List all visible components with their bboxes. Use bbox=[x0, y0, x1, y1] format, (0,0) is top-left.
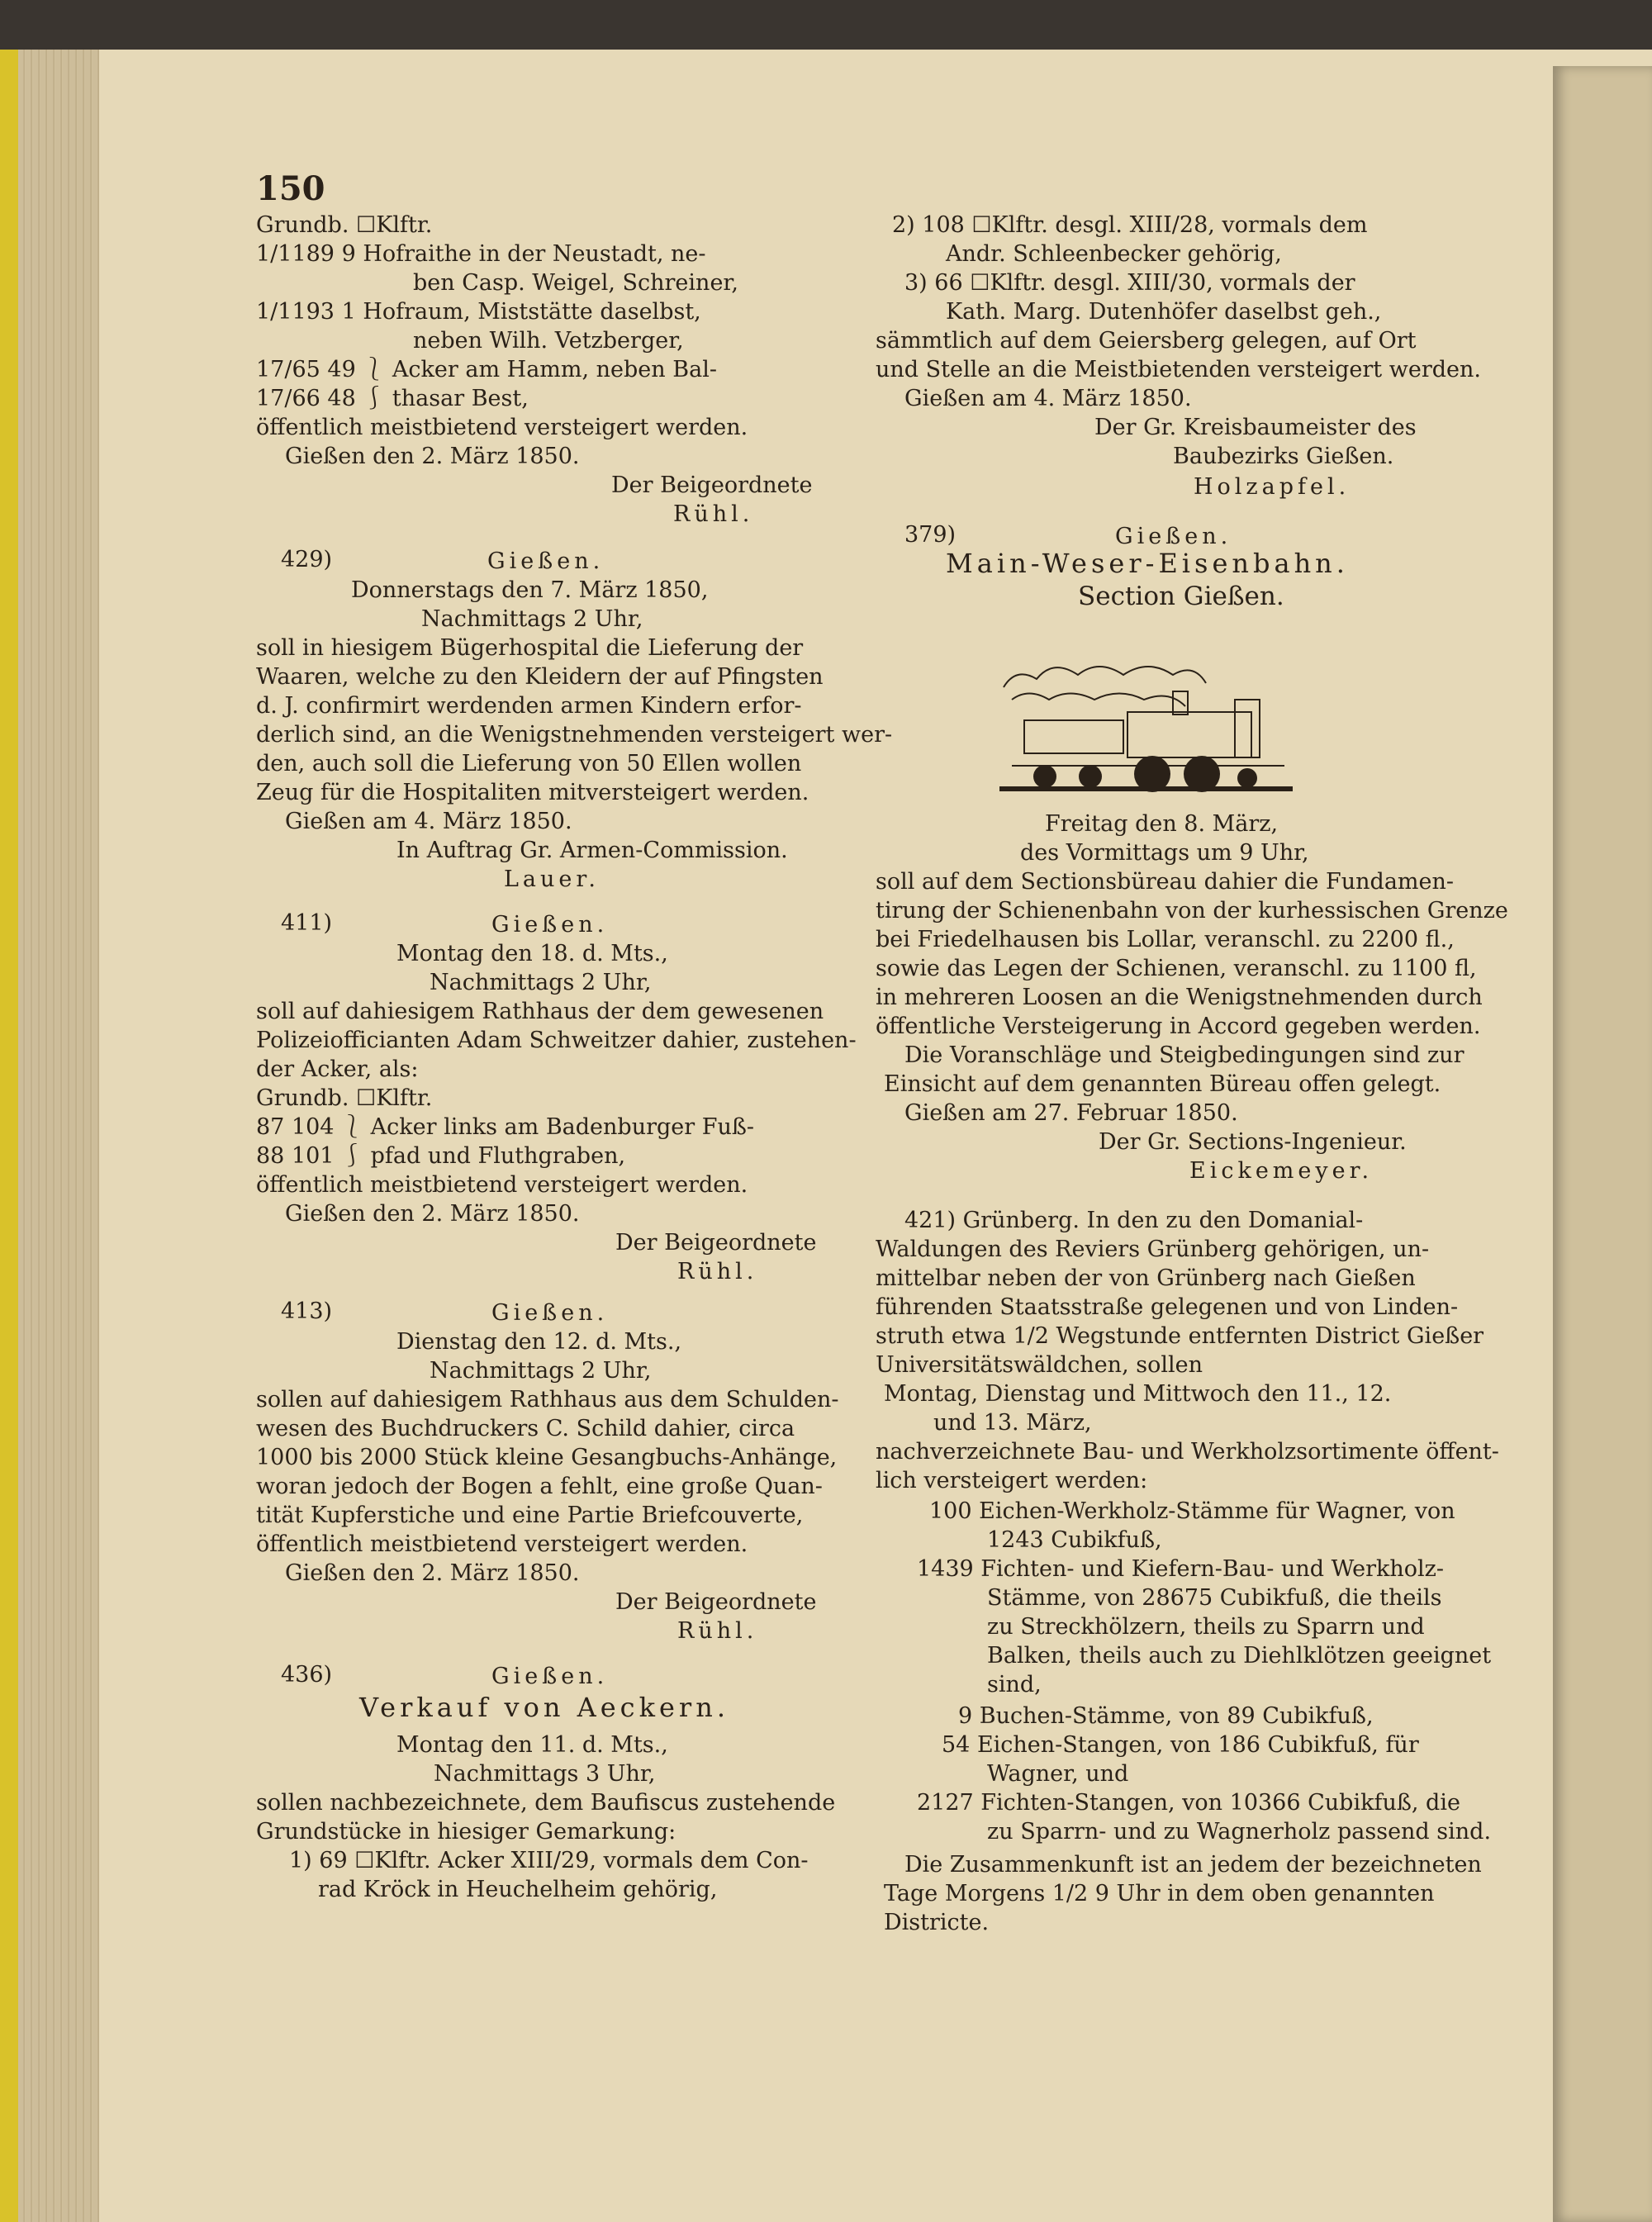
left-line: 411) bbox=[281, 910, 333, 936]
right-line: Kath. Marg. Dutenhöfer daselbst geh., bbox=[946, 299, 1382, 325]
right-line: Stämme, von 28675 Cubikfuß, die theils bbox=[987, 1585, 1442, 1611]
left-line: Montag den 11. d. Mts., bbox=[396, 1732, 668, 1758]
left-line: Gießen am 4. März 1850. bbox=[285, 809, 572, 834]
left-line: Rühl. bbox=[677, 1259, 758, 1284]
left-line: 413) bbox=[281, 1299, 333, 1324]
right-line: 54 Eichen-Stangen, von 186 Cubikfuß, für bbox=[942, 1732, 1419, 1758]
right-line: 100 Eichen-Werkholz-Stämme für Wagner, von bbox=[929, 1498, 1455, 1524]
left-line: soll in hiesigem Bügerhospital die Lieferung der bbox=[256, 635, 804, 661]
left-line: Lauer. bbox=[504, 866, 600, 892]
locomotive-illustration bbox=[995, 654, 1301, 799]
right-line: und 13. März, bbox=[933, 1410, 1092, 1436]
book-edge bbox=[0, 50, 18, 2222]
right-line: lich versteigert werden: bbox=[876, 1468, 1148, 1493]
right-line: 379) bbox=[904, 522, 957, 548]
left-line: öffentlich meistbietend versteigert werden. bbox=[256, 1172, 748, 1198]
left-line: Nachmittags 2 Uhr, bbox=[421, 606, 643, 632]
left-line: sollen nachbezeichnete, dem Baufiscus zustehende bbox=[256, 1790, 836, 1816]
right-line: 9 Buchen-Stämme, von 89 Cubikfuß, bbox=[958, 1703, 1374, 1729]
left-line: neben Wilh. Vetzberger, bbox=[413, 328, 684, 354]
right-line: Der Gr. Kreisbaumeister des bbox=[1094, 415, 1417, 440]
right-line: Holzapfel. bbox=[1194, 474, 1351, 500]
left-line: wesen des Buchdruckers C. Schild dahier, circa bbox=[256, 1416, 795, 1441]
right-line: 1243 Cubikfuß, bbox=[987, 1527, 1162, 1553]
left-line: Zeug für die Hospitaliten mitversteigert werden. bbox=[256, 780, 809, 805]
left-line: Gießen. bbox=[491, 1664, 609, 1689]
right-line: Gießen am 27. Februar 1850. bbox=[904, 1100, 1238, 1126]
right-line: 2) 108 ☐Klftr. desgl. XIII/28, vormals dem bbox=[892, 212, 1368, 238]
right-line: sind, bbox=[987, 1672, 1042, 1697]
right-line: 421) Grünberg. In den zu den Domanial- bbox=[904, 1208, 1364, 1233]
left-line: Gießen den 2. März 1850. bbox=[285, 1201, 580, 1227]
left-line: Grundb. ☐Klftr. bbox=[256, 1085, 433, 1111]
left-line: Dienstag den 12. d. Mts., bbox=[396, 1329, 682, 1355]
right-line: Eickemeyer. bbox=[1189, 1158, 1374, 1184]
right-line: soll auf dem Sectionsbüreau dahier die Fundamen- bbox=[876, 869, 1455, 895]
left-line: Gießen. bbox=[487, 548, 605, 574]
left-line: 1/1189 9 Hofraithe in der Neustadt, ne- bbox=[256, 241, 706, 267]
right-line: Der Gr. Sections-Ingenieur. bbox=[1099, 1129, 1407, 1155]
left-line: Nachmittags 3 Uhr, bbox=[434, 1761, 656, 1787]
left-line: Gießen den 2. März 1850. bbox=[285, 1560, 580, 1586]
left-line: Verkauf von Aeckern. bbox=[359, 1692, 729, 1723]
left-line: Grundstücke in hiesiger Gemarkung: bbox=[256, 1819, 676, 1845]
left-line: Der Beigeordnete bbox=[611, 472, 813, 498]
right-line: nachverzeichnete Bau- und Werkholzsortimente öffent- bbox=[876, 1439, 1499, 1465]
left-line: tität Kupferstiche und eine Partie Briefcouverte, bbox=[256, 1503, 804, 1528]
left-line: Donnerstags den 7. März 1850, bbox=[351, 577, 709, 603]
right-line: in mehreren Loosen an die Wenigstnehmenden durch bbox=[876, 985, 1483, 1010]
facing-page-edge bbox=[1553, 66, 1652, 2222]
left-line: sollen auf dahiesigem Rathhaus aus dem Schulden- bbox=[256, 1387, 839, 1412]
right-line: Main-Weser-Eisenbahn. bbox=[946, 548, 1349, 579]
right-line: öffentliche Versteigerung in Accord gegeben werden. bbox=[876, 1014, 1481, 1039]
left-line: 88 101 ⎰ pfad und Fluthgraben, bbox=[256, 1143, 626, 1169]
right-line: Montag, Dienstag und Mittwoch den 11., 12. bbox=[884, 1381, 1392, 1407]
left-line: d. J. confirmirt werdenden armen Kindern erfor- bbox=[256, 693, 802, 719]
right-line: Balken, theils auch zu Diehlklötzen geeignet bbox=[987, 1643, 1492, 1669]
left-line: Nachmittags 2 Uhr, bbox=[430, 970, 652, 995]
right-line: sämmtlich auf dem Geiersberg gelegen, auf Ort bbox=[876, 328, 1417, 354]
left-line: 17/65 49 ⎱ Acker am Hamm, neben Bal- bbox=[256, 357, 717, 382]
right-line: Tage Morgens 1/2 9 Uhr in dem oben genannten bbox=[884, 1881, 1435, 1906]
left-line: 17/66 48 ⎰ thasar Best, bbox=[256, 386, 529, 411]
page-number: 150 bbox=[256, 169, 325, 208]
left-line: Montag den 18. d. Mts., bbox=[396, 941, 668, 966]
left-line: soll auf dahiesigem Rathhaus der dem gewesenen bbox=[256, 999, 824, 1024]
right-line: mittelbar neben der von Grünberg nach Gießen bbox=[876, 1265, 1416, 1291]
right-line: Section Gießen. bbox=[1078, 582, 1284, 611]
left-line: rad Kröck in Heuchelheim gehörig, bbox=[318, 1877, 718, 1902]
right-line: Districte. bbox=[884, 1910, 990, 1935]
left-line: Nachmittags 2 Uhr, bbox=[430, 1358, 652, 1384]
right-line: Gießen am 4. März 1850. bbox=[904, 386, 1192, 411]
left-line: Gießen. bbox=[491, 1300, 609, 1326]
left-line: ben Casp. Weigel, Schreiner, bbox=[413, 270, 738, 296]
left-line: öffentlich meistbietend versteigert werden. bbox=[256, 1531, 748, 1557]
left-line: woran jedoch der Bogen a fehlt, eine große Quan- bbox=[256, 1474, 823, 1499]
right-line: 3) 66 ☐Klftr. desgl. XIII/30, vormals der bbox=[904, 270, 1355, 296]
right-line: Baubezirks Gießen. bbox=[1173, 444, 1394, 469]
right-line: sowie das Legen der Schienen, veranschl. zu 1100 fl, bbox=[876, 956, 1477, 981]
right-line: Andr. Schleenbecker gehörig, bbox=[946, 241, 1282, 267]
left-line: Der Beigeordnete bbox=[615, 1230, 817, 1256]
right-line: Wagner, und bbox=[987, 1761, 1129, 1787]
right-line: führenden Staatsstraße gelegenen und von Linden- bbox=[876, 1294, 1459, 1320]
left-line: 1/1193 1 Hofraum, Miststätte daselbst, bbox=[256, 299, 701, 325]
right-line: 1439 Fichten- und Kiefern-Bau- und Werkholz- bbox=[917, 1556, 1445, 1582]
left-line: Waaren, welche zu den Kleidern der auf Pfingsten bbox=[256, 664, 824, 690]
right-line: Gießen. bbox=[1115, 524, 1232, 549]
left-line: Grundb. ☐Klftr. bbox=[256, 212, 433, 238]
left-line: den, auch soll die Lieferung von 50 Ellen wollen bbox=[256, 751, 802, 776]
right-line: struth etwa 1/2 Wegstunde entfernten District Gießer bbox=[876, 1323, 1484, 1349]
left-line: In Auftrag Gr. Armen-Commission. bbox=[396, 838, 788, 863]
left-line: 436) bbox=[281, 1662, 333, 1688]
left-line: Gießen. bbox=[491, 912, 609, 938]
left-line: öffentlich meistbietend versteigert werden. bbox=[256, 415, 748, 440]
left-line: Gießen den 2. März 1850. bbox=[285, 444, 580, 469]
left-line: 429) bbox=[281, 547, 333, 572]
right-line: und Stelle an die Meistbietenden versteigert werden. bbox=[876, 357, 1481, 382]
right-line: Universitätswäldchen, sollen bbox=[876, 1352, 1203, 1378]
right-line: bei Friedelhausen bis Lollar, veranschl. zu 2200 fl., bbox=[876, 927, 1455, 952]
left-line: Rühl. bbox=[677, 1618, 758, 1644]
right-line: Die Voranschläge und Steigbedingungen sind zur bbox=[904, 1042, 1464, 1068]
right-line: Einsicht auf dem genannten Büreau offen gelegt. bbox=[884, 1071, 1441, 1097]
right-line: zu Sparrn- und zu Wagnerholz passend sind. bbox=[987, 1819, 1492, 1845]
left-line: der Acker, als: bbox=[256, 1056, 419, 1082]
left-line: derlich sind, an die Wenigstnehmenden versteigert wer- bbox=[256, 722, 893, 748]
right-line: zu Streckhölzern, theils zu Sparrn und bbox=[987, 1614, 1425, 1640]
left-line: 1) 69 ☐Klftr. Acker XIII/29, vormals dem Con- bbox=[289, 1848, 809, 1873]
right-line: des Vormittags um 9 Uhr, bbox=[1020, 840, 1309, 866]
left-line: Polizeiofficianten Adam Schweitzer dahier, zustehen- bbox=[256, 1028, 857, 1053]
right-line: 2127 Fichten-Stangen, von 10366 Cubikfuß, die bbox=[917, 1790, 1460, 1816]
right-line: Freitag den 8. März, bbox=[1045, 811, 1279, 837]
left-line: Der Beigeordnete bbox=[615, 1589, 817, 1615]
right-line: Die Zusammenkunft ist an jedem der bezeichneten bbox=[904, 1852, 1482, 1878]
left-line: Rühl. bbox=[673, 501, 754, 527]
right-line: Waldungen des Reviers Grünberg gehörigen, un- bbox=[876, 1237, 1430, 1262]
left-line: 1000 bis 2000 Stück kleine Gesangbuchs-Anhänge, bbox=[256, 1445, 838, 1470]
left-line: 87 104 ⎱ Acker links am Badenburger Fuß- bbox=[256, 1114, 755, 1140]
right-line: tirung der Schienenbahn von der kurhessischen Grenze bbox=[876, 898, 1508, 923]
